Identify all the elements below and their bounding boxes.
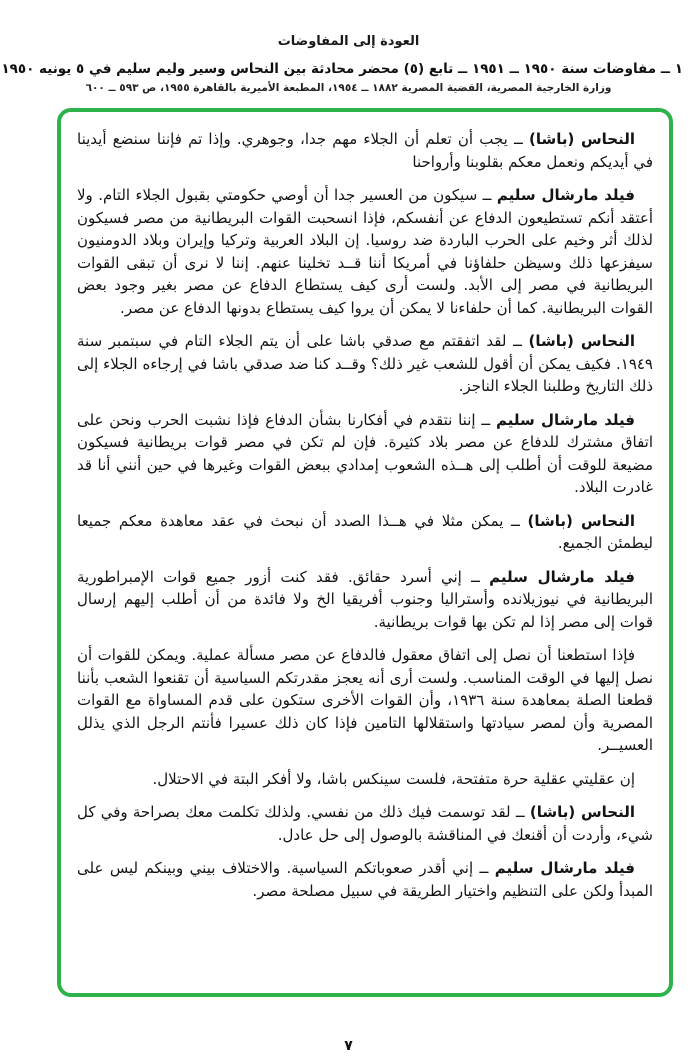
back-to-negotiations-link[interactable]: العودة إلى المفاوضات: [277, 34, 420, 49]
paragraph-text: ــ إننا نتقدم في أفكارنا بشأن الدفاع فإذا نشبت الحرب ونحن على اتفاق مشترك للدفاع عن مصر بلاد كثيرة. فإن لم تكن في مصر قوات بريطانية فسيكون مضيعة للوقت أن أطلب إلى هــذه الشعوب إمدادي ببعض القوات وغيرها في حين أنني أنا قد غادرت البلاد.: [77, 410, 653, 496]
paragraph: [77, 857, 653, 902]
page-header: [0, 0, 697, 94]
paragraph: [77, 768, 653, 791]
speaker-name: النحاس (باشا): [528, 332, 635, 350]
speaker-name: فيلد مارشال سليم: [496, 186, 636, 204]
paragraph-text: ــ لقد توسمت فيك ذلك من نفسي. ولذلك تكلمت معك بصراحة وفي كل شيء، وأردت أن أقنعك في المناقشة بالوصول إلى حل عادل.: [77, 803, 653, 844]
speaker-name: النحاس (باشا): [527, 511, 635, 530]
document-subtitle: وزارة الخارجية المصرية، القضية المصرية ١٨٨٢ ــ ١٩٥٤، المطبعة الأميرية بالقاهرة ١٩٥٥، ص ٥٩٣ ــ ٦٠٠: [85, 82, 612, 94]
speaker-name: فيلد مارشال سليم: [494, 859, 635, 877]
paragraph-text: ــ سيكون من العسير جدا أن أوصي حكومتي بقبول الجلاء التام. ولا أعتقد أنكم تستطيعون الدفاع عن أنفسكم، فإذا انسحبت القوات البريطانية من مصر فسيكون لذلك أثر وخيم على الحرب الباردة ضد روسيا. إن البلاد العربية وتركيا وإيران وبلاد الدومنيون سيفزعها ذلك وسيظن حلفاؤنا في أمريكا أننا قــد تخلينا عنهم. إننا لا نرى أن تبقى القوات البريطانية في مصر إلى الأبد. ولست أرى كيف يستطاع الدفاع عن مصر بغير وجود بعض القوات البريطانية. كما أن حلفاءنا لا يمكن أن يروا كيف يستطاع بدونها الدفاع عن مصر.: [77, 186, 653, 317]
document-title: ١ ــ مفاوضات سنة ١٩٥٠ ــ ١٩٥١ ــ تابع (٥) محضر محادثة بين النحاس وسير وليم سليم في ٥ يونيه ١٩٥٠: [1, 61, 683, 77]
paragraph: [77, 409, 653, 499]
speaker-name: فيلد مارشال سليم: [489, 567, 635, 586]
paragraph-text: ــ إني أسرد حقائق. فقد كنت أزور جميع قوات الإمبراطورية البريطانية في نيوزيلانده وأستراليا وجنوب أفريقيا الخ ولا فائدة من أن أطلب إليهم إرسال قوات إلى مصر إذا لم تكن بها قوات بريطانية.: [77, 567, 653, 631]
paragraph-text: إن عقليتي عقلية حرة متفتحة، فلست سينكس باشا، ولا أفكر البتة في الاحتلال.: [152, 769, 635, 788]
speaker-name: فيلد مارشال سليم: [496, 410, 635, 429]
paragraph: [77, 184, 653, 319]
paragraph: [77, 644, 653, 757]
paragraph-text: ــ لقد اتفقتم مع صدقي باشا على أن يتم الجلاء التام في سبتمبر سنة ١٩٤٩. فكيف يمكن أن أقول للشعب غير ذلك؟ وقــد كنا ضد صدقي باشا في إرجاءه الجلاء إلى ذلك التاريخ وطلبنا الجلاء الناجز.: [77, 332, 653, 395]
paragraph: [77, 510, 653, 555]
speaker-name: النحاس (باشا): [529, 803, 635, 821]
page-number: ٧: [344, 1038, 353, 1054]
speaker-name: النحاس (باشا): [528, 130, 635, 148]
paragraph-text: ــ يمكن مثلا في هــذا الصدد أن نبحث في عقد معاهدة معكم جميعا ليطمئن الجميع.: [77, 511, 653, 552]
paragraph-text: ــ يجب أن تعلم أن الجلاء مهم جدا، وجوهري. وإذا تم فإننا سنضع أيدينا في أيديكم ونعمل معكم بقلوبنا وأرواحنا: [77, 130, 653, 171]
paragraph-text: ــ إني أقدر صعوباتكم السياسية. والاختلاف بيني وبينكم ليس على المبدأ ولكن على التنظيم واختيار الطريقة في سبيل مصلحة مصر.: [77, 859, 653, 900]
paragraph: [77, 330, 653, 398]
transcript-box: [57, 108, 673, 997]
paragraph: [77, 128, 653, 173]
paragraph: [77, 566, 653, 634]
paragraph: [77, 801, 653, 846]
paragraph-text: فإذا استطعنا أن نصل إلى اتفاق معقول فالدفاع عن مصر مسألة عملية. ويمكن للقوات أن نصل إليها في الوقت المناسب. ولست أرى أنه يعجز مقدرتكم السياسية أن تقنعوا الشعب بأننا قطعنا الصلة بمعاهدة سنة ١٩٣٦، وأن القوات الأخرى ستكون على قدم المساواة مع القوات المصرية وأن لمصر سيادتها واستقلالها التامين فإذا كان ذلك عسيرا فأنتم الرجل الذي يذلل العسيــر.: [77, 646, 653, 754]
